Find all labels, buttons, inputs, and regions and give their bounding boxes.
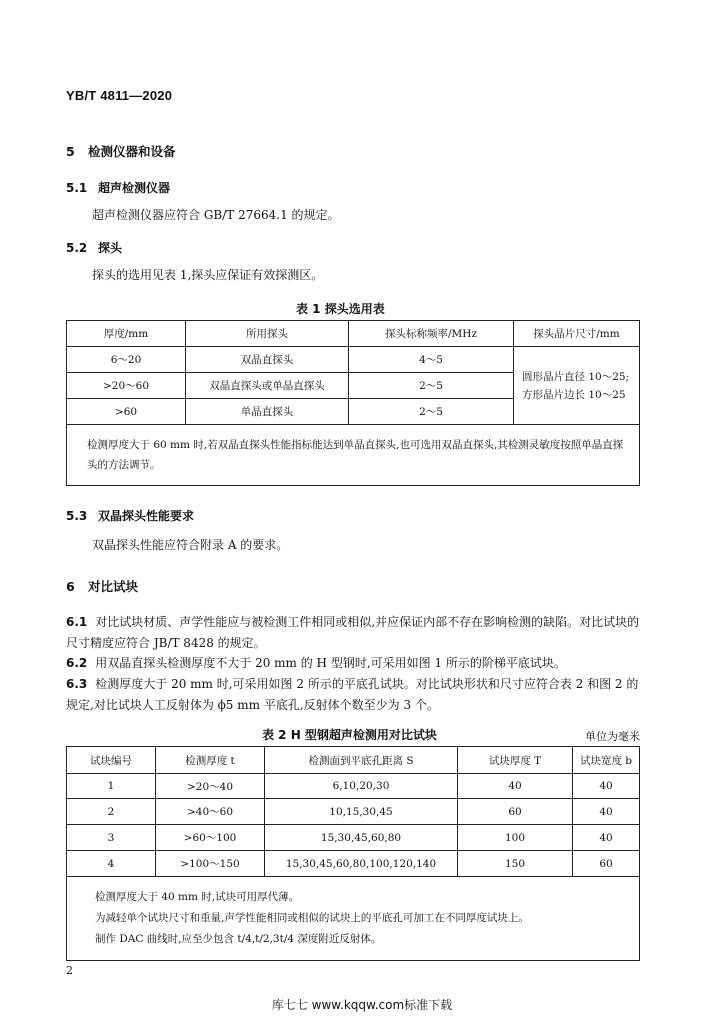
section-5-1-title: 超声检测仪器 [98,181,171,195]
table-row [67,799,640,825]
table-1-note: 检测厚度大于 60 mm 时,若双晶直探头性能指标能达到单晶直探头,也可选用双晶直探头,其检测灵敏度按照单晶直探头的方法调节。 [67,425,640,486]
paragraph-6-2 [66,653,642,674]
table-2-unit: 单位为毫米 [585,730,640,743]
table-1-header: 探头标称频率/MHz [349,321,514,347]
table-cell: >60 [67,399,186,425]
table-1-header-row [67,321,640,347]
table-cell: 单晶直探头 [186,399,349,425]
section-5-3-heading [66,507,194,524]
table-1 [66,320,640,486]
table-cell: 3 [67,825,156,851]
table-cell: >100～150 [156,851,265,877]
paragraph-6-2-number: 6.2 [66,656,88,670]
table-cell: >20～60 [67,373,186,399]
page-number: 2 [66,964,73,977]
section-5-2-heading [66,239,122,256]
section-5-title: 检测仪器和设备 [88,144,176,159]
table-cell: 60 [458,799,573,825]
table-2-header: 试块宽度 b [573,747,640,774]
table-2-header: 检测面到平底孔距离 S [265,747,458,774]
table-1-caption: 表 1 探头选用表 [296,302,385,316]
section-5-1-text: 超声检测仪器应符合 GB/T 27664.1 的规定。 [92,208,340,222]
table-cell: >20～40 [156,774,265,799]
standard-number: YB/T 4811—2020 [66,88,173,103]
table-cell: 100 [458,825,573,851]
table-cell: 40 [573,774,640,799]
table-2-note: 制作 DAC 曲线时,应至少包含 t/4,t/2,3t/4 深度附近反射体。 [95,933,382,945]
table-note-row [67,877,640,961]
table-cell: 15,30,45,60,80 [265,825,458,851]
table-2-header: 试块编号 [67,747,156,774]
table-1-header: 所用探头 [186,321,349,347]
table-cell: 双晶直探头或单晶直探头 [186,373,349,399]
table-row [67,825,640,851]
table-cell: 双晶直探头 [186,347,349,373]
section-5-1-number: 5.1 [66,181,88,195]
table-cell: 40 [458,774,573,799]
paragraph-6-3 [66,674,642,716]
table-cell: 2 [67,799,156,825]
section-5-3-title: 双晶探头性能要求 [98,509,195,523]
table-cell: 2～5 [349,399,514,425]
table-row [67,774,640,799]
section-5-3-number: 5.3 [66,509,88,523]
section-5-2-text: 探头的选用见表 1,探头应保证有效探测区。 [92,268,324,282]
section-6-title: 对比试块 [88,579,139,594]
table-2-notes [67,877,640,961]
table-cell: 40 [573,825,640,851]
table-cell: 40 [573,799,640,825]
paragraph-6-3-text: 检测厚度大于 20 mm 时,可采用如图 2 所示的平底孔试块。对比试块形状和尺寸应符合表 2 和图 2 的规定,对比试块人工反射体为 ϕ5 mm 平底孔,反射体个数至少为 3 个。 [66,677,639,712]
table-1-header: 探头晶片尺寸/mm [514,321,640,347]
table-2-caption: 表 2 H 型钢超声检测用对比试块 [262,728,437,742]
table-cell: 6,10,20,30 [265,774,458,799]
table-cell-crystal-size: 圆形晶片直径 10～25;方形晶片边长 10～25 [514,347,640,425]
section-5-3-text: 双晶探头性能应符合附录 A 的要求。 [92,538,289,552]
table-row [67,347,640,373]
table-cell: 2～5 [349,373,514,399]
section-6-number: 6 [66,579,75,594]
table-2-header: 试块厚度 T [458,747,573,774]
table-2 [66,746,640,961]
paragraph-6-1-text: 对比试块材质、声学性能应与被检测工件相同或相似,并应保证内部不存在影响检测的缺陷。对比试块的尺寸精度应符合 JB/T 8428 的规定。 [66,615,640,650]
paragraph-6-2-text: 用双晶直探头检测厚度不大于 20 mm 的 H 型钢时,可采用如图 1 所示的阶梯平底试块。 [95,656,566,670]
table-2-header: 检测厚度 t [156,747,265,774]
section-6-heading [66,577,138,595]
table-cell: 4～5 [349,347,514,373]
table-note-row [67,425,640,486]
section-5-1-heading [66,179,170,196]
table-cell: 150 [458,851,573,877]
table-cell: 10,15,30,45 [265,799,458,825]
table-cell: 60 [573,851,640,877]
table-2-note: 为减轻单个试块尺寸和重量,声学性能相同或相似的试块上的平底孔可加工在不同厚度试块上。 [95,912,529,924]
section-5-2-title: 探头 [98,241,123,255]
table-row [67,851,640,877]
table-cell: >40～60 [156,799,265,825]
paragraph-6-3-number: 6.3 [66,677,88,691]
table-2-note: 检测厚度大于 40 mm 时,试块可用厚代薄。 [95,891,300,903]
table-cell: >60～100 [156,825,265,851]
section-5-number: 5 [66,144,75,159]
table-cell: 4 [67,851,156,877]
table-2-header-row [67,747,640,774]
table-cell: 1 [67,774,156,799]
section-5-heading [66,142,176,160]
table-1-header: 厚度/mm [67,321,186,347]
section-5-2-number: 5.2 [66,241,88,255]
paragraph-6-1 [66,612,642,654]
table-cell: 15,30,45,60,80,100,120,140 [265,851,458,877]
footer-watermark: 库七七 www.kqqw.com标准下载 [271,998,453,1012]
paragraph-6-1-number: 6.1 [66,615,88,629]
table-cell: 6～20 [67,347,186,373]
